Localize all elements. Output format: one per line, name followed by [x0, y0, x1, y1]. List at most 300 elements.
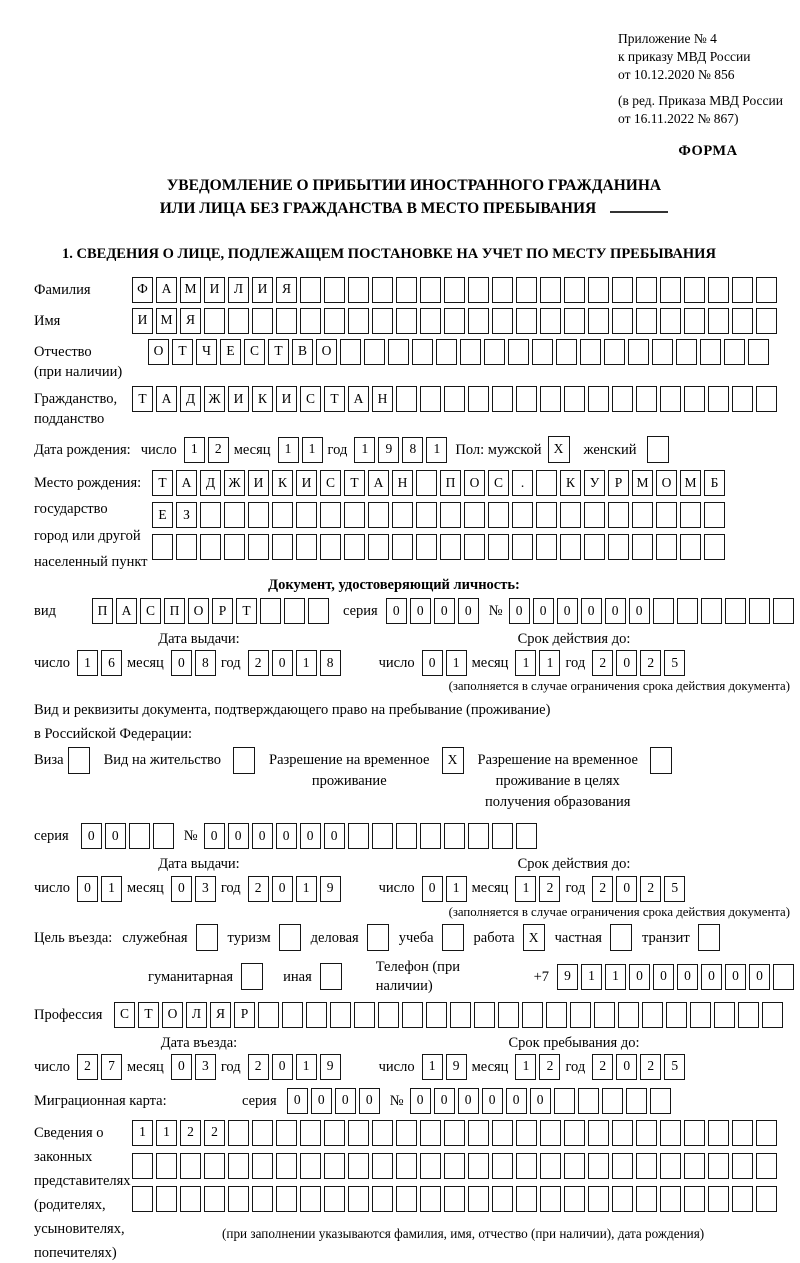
char-cell[interactable]	[308, 598, 329, 624]
char-cell[interactable]	[732, 277, 753, 303]
char-cell[interactable]: О	[464, 470, 485, 496]
char-cell[interactable]: 0	[482, 1088, 503, 1114]
char-cell[interactable]: 1	[132, 1120, 153, 1146]
char-cell[interactable]: С	[140, 598, 161, 624]
char-cell[interactable]	[272, 534, 293, 560]
char-cell[interactable]	[588, 1186, 609, 1212]
char-cell[interactable]: 1	[296, 876, 317, 902]
char-cell[interactable]	[276, 1186, 297, 1212]
char-cell[interactable]	[320, 502, 341, 528]
char-cell[interactable]	[468, 823, 489, 849]
char-cell[interactable]: 0	[252, 823, 273, 849]
char-cell[interactable]: Ф	[132, 277, 153, 303]
char-cell[interactable]	[636, 308, 657, 334]
char-cell[interactable]	[680, 534, 701, 560]
char-cell[interactable]	[396, 1186, 417, 1212]
char-cell[interactable]	[306, 1002, 327, 1028]
char-cell[interactable]	[200, 534, 221, 560]
char-cell[interactable]	[516, 308, 537, 334]
char-cell[interactable]	[132, 1186, 153, 1212]
char-cell[interactable]	[748, 339, 769, 365]
char-cell[interactable]	[200, 502, 221, 528]
char-cell[interactable]: Р	[212, 598, 233, 624]
char-cell[interactable]: 8	[320, 650, 341, 676]
char-cell[interactable]	[68, 747, 90, 774]
char-cell[interactable]	[749, 598, 770, 624]
char-cell[interactable]	[468, 1186, 489, 1212]
char-cell[interactable]	[444, 308, 465, 334]
char-cell[interactable]	[756, 1153, 777, 1179]
char-cell[interactable]	[388, 339, 409, 365]
char-cell[interactable]	[738, 1002, 759, 1028]
char-cell[interactable]: 1	[278, 437, 299, 463]
char-cell[interactable]: 8	[402, 437, 423, 463]
char-cell[interactable]: 0	[533, 598, 554, 624]
char-cell[interactable]: 3	[195, 876, 216, 902]
char-cell[interactable]: 0	[204, 823, 225, 849]
char-cell[interactable]	[442, 924, 464, 951]
char-cell[interactable]: 2	[248, 876, 269, 902]
char-cell[interactable]	[348, 1120, 369, 1146]
char-cell[interactable]: 1	[354, 437, 375, 463]
char-cell[interactable]	[420, 1153, 441, 1179]
char-cell[interactable]: 0	[359, 1088, 380, 1114]
char-cell[interactable]	[372, 277, 393, 303]
char-cell[interactable]: 0	[171, 876, 192, 902]
char-cell[interactable]: 0	[701, 964, 722, 990]
char-cell[interactable]	[420, 1186, 441, 1212]
char-cell[interactable]: Я	[180, 308, 201, 334]
char-cell[interactable]: И	[204, 277, 225, 303]
char-cell[interactable]	[588, 1153, 609, 1179]
char-cell[interactable]: Л	[228, 277, 249, 303]
char-cell[interactable]	[632, 534, 653, 560]
char-cell[interactable]	[364, 339, 385, 365]
char-cell[interactable]	[300, 308, 321, 334]
char-cell[interactable]: Ж	[224, 470, 245, 496]
char-cell[interactable]	[560, 534, 581, 560]
char-cell[interactable]: К	[272, 470, 293, 496]
char-cell[interactable]	[372, 1153, 393, 1179]
char-cell[interactable]: 1	[581, 964, 602, 990]
char-cell[interactable]: 1	[515, 650, 536, 676]
char-cell[interactable]	[564, 308, 585, 334]
char-cell[interactable]: 0	[272, 876, 293, 902]
char-cell[interactable]	[636, 1186, 657, 1212]
char-cell[interactable]	[647, 436, 669, 463]
char-cell[interactable]	[402, 1002, 423, 1028]
char-cell[interactable]	[636, 1153, 657, 1179]
char-cell[interactable]	[636, 1120, 657, 1146]
char-cell[interactable]	[756, 386, 777, 412]
char-cell[interactable]	[296, 534, 317, 560]
char-cell[interactable]	[608, 534, 629, 560]
char-cell[interactable]: К	[560, 470, 581, 496]
char-cell[interactable]	[156, 1153, 177, 1179]
char-cell[interactable]: Б	[704, 470, 725, 496]
char-cell[interactable]	[272, 502, 293, 528]
char-cell[interactable]	[378, 1002, 399, 1028]
char-cell[interactable]	[241, 963, 263, 990]
char-cell[interactable]	[282, 1002, 303, 1028]
char-cell[interactable]: 1	[77, 650, 98, 676]
char-cell[interactable]	[224, 502, 245, 528]
char-cell[interactable]	[588, 277, 609, 303]
char-cell[interactable]	[258, 1002, 279, 1028]
char-cell[interactable]	[532, 339, 553, 365]
char-cell[interactable]	[516, 1186, 537, 1212]
char-cell[interactable]	[656, 502, 677, 528]
char-cell[interactable]: 2	[592, 650, 613, 676]
char-cell[interactable]	[516, 1153, 537, 1179]
char-cell[interactable]	[660, 386, 681, 412]
char-cell[interactable]	[756, 308, 777, 334]
char-cell[interactable]	[228, 1120, 249, 1146]
char-cell[interactable]	[508, 339, 529, 365]
char-cell[interactable]: 5	[664, 1054, 685, 1080]
char-cell[interactable]	[540, 308, 561, 334]
char-cell[interactable]: О	[188, 598, 209, 624]
char-cell[interactable]	[732, 1120, 753, 1146]
char-cell[interactable]	[626, 1088, 647, 1114]
char-cell[interactable]	[180, 1153, 201, 1179]
char-cell[interactable]	[612, 386, 633, 412]
char-cell[interactable]	[426, 1002, 447, 1028]
char-cell[interactable]: 2	[640, 1054, 661, 1080]
char-cell[interactable]	[642, 1002, 663, 1028]
char-cell[interactable]	[368, 534, 389, 560]
char-cell[interactable]	[440, 502, 461, 528]
char-cell[interactable]: С	[488, 470, 509, 496]
char-cell[interactable]: И	[296, 470, 317, 496]
char-cell[interactable]: 0	[509, 598, 530, 624]
char-cell[interactable]: 2	[592, 876, 613, 902]
char-cell[interactable]: 2	[640, 650, 661, 676]
char-cell[interactable]	[450, 1002, 471, 1028]
char-cell[interactable]: 0	[81, 823, 102, 849]
char-cell[interactable]: 9	[320, 1054, 341, 1080]
char-cell[interactable]: 1	[426, 437, 447, 463]
char-cell[interactable]	[444, 386, 465, 412]
char-cell[interactable]	[468, 1120, 489, 1146]
char-cell[interactable]	[228, 308, 249, 334]
char-cell[interactable]: 1	[101, 876, 122, 902]
char-cell[interactable]	[176, 534, 197, 560]
char-cell[interactable]: 0	[386, 598, 407, 624]
char-cell[interactable]: И	[276, 386, 297, 412]
char-cell[interactable]: 0	[287, 1088, 308, 1114]
char-cell[interactable]	[492, 386, 513, 412]
char-cell[interactable]	[492, 1186, 513, 1212]
char-cell[interactable]: К	[252, 386, 273, 412]
char-cell[interactable]	[602, 1088, 623, 1114]
char-cell[interactable]: 5	[664, 876, 685, 902]
char-cell[interactable]: 0	[616, 876, 637, 902]
char-cell[interactable]	[252, 308, 273, 334]
char-cell[interactable]: В	[292, 339, 313, 365]
char-cell[interactable]	[153, 823, 174, 849]
char-cell[interactable]	[690, 1002, 711, 1028]
char-cell[interactable]: М	[680, 470, 701, 496]
char-cell[interactable]: О	[148, 339, 169, 365]
char-cell[interactable]: И	[132, 308, 153, 334]
char-cell[interactable]	[516, 823, 537, 849]
char-cell[interactable]	[420, 823, 441, 849]
char-cell[interactable]	[252, 1186, 273, 1212]
char-cell[interactable]	[516, 386, 537, 412]
char-cell[interactable]: Т	[344, 470, 365, 496]
char-cell[interactable]: 0	[324, 823, 345, 849]
char-cell[interactable]: .	[512, 470, 533, 496]
char-cell[interactable]	[340, 339, 361, 365]
char-cell[interactable]: А	[156, 386, 177, 412]
char-cell[interactable]	[677, 598, 698, 624]
char-cell[interactable]	[276, 1120, 297, 1146]
char-cell[interactable]	[436, 339, 457, 365]
char-cell[interactable]	[372, 1120, 393, 1146]
char-cell[interactable]	[570, 1002, 591, 1028]
char-cell[interactable]: З	[176, 502, 197, 528]
char-cell[interactable]	[656, 534, 677, 560]
char-cell[interactable]	[636, 277, 657, 303]
char-cell[interactable]	[324, 1153, 345, 1179]
char-cell[interactable]	[252, 1120, 273, 1146]
char-cell[interactable]: 2	[248, 650, 269, 676]
char-cell[interactable]: 1	[296, 1054, 317, 1080]
char-cell[interactable]	[610, 924, 632, 951]
char-cell[interactable]	[660, 1186, 681, 1212]
char-cell[interactable]: Т	[172, 339, 193, 365]
char-cell[interactable]	[773, 964, 794, 990]
char-cell[interactable]	[492, 1153, 513, 1179]
char-cell[interactable]	[650, 1088, 671, 1114]
char-cell[interactable]: 2	[539, 1054, 560, 1080]
char-cell[interactable]	[588, 1120, 609, 1146]
char-cell[interactable]	[468, 1153, 489, 1179]
char-cell[interactable]: 0	[616, 650, 637, 676]
char-cell[interactable]	[354, 1002, 375, 1028]
char-cell[interactable]: 0	[749, 964, 770, 990]
char-cell[interactable]: Н	[372, 386, 393, 412]
char-cell[interactable]	[300, 1186, 321, 1212]
char-cell[interactable]: 9	[557, 964, 578, 990]
char-cell[interactable]	[701, 598, 722, 624]
char-cell[interactable]: Т	[324, 386, 345, 412]
char-cell[interactable]: 2	[204, 1120, 225, 1146]
char-cell[interactable]: 0	[171, 1054, 192, 1080]
char-cell[interactable]	[516, 1120, 537, 1146]
char-cell[interactable]	[468, 308, 489, 334]
char-cell[interactable]: П	[164, 598, 185, 624]
char-cell[interactable]: 0	[530, 1088, 551, 1114]
char-cell[interactable]	[756, 1120, 777, 1146]
char-cell[interactable]: 0	[272, 1054, 293, 1080]
char-cell[interactable]: 1	[156, 1120, 177, 1146]
char-cell[interactable]: 2	[640, 876, 661, 902]
char-cell[interactable]	[300, 277, 321, 303]
char-cell[interactable]	[512, 502, 533, 528]
char-cell[interactable]	[612, 308, 633, 334]
char-cell[interactable]	[732, 308, 753, 334]
char-cell[interactable]	[554, 1088, 575, 1114]
char-cell[interactable]	[666, 1002, 687, 1028]
char-cell[interactable]: X	[442, 747, 464, 774]
char-cell[interactable]	[628, 339, 649, 365]
char-cell[interactable]: О	[656, 470, 677, 496]
char-cell[interactable]	[468, 277, 489, 303]
char-cell[interactable]	[618, 1002, 639, 1028]
char-cell[interactable]	[248, 502, 269, 528]
char-cell[interactable]	[492, 1120, 513, 1146]
char-cell[interactable]	[348, 277, 369, 303]
char-cell[interactable]: 0	[506, 1088, 527, 1114]
char-cell[interactable]: 2	[208, 437, 229, 463]
char-cell[interactable]: 1	[422, 1054, 443, 1080]
char-cell[interactable]: 0	[605, 598, 626, 624]
char-cell[interactable]: 1	[184, 437, 205, 463]
char-cell[interactable]: С	[114, 1002, 135, 1028]
char-cell[interactable]	[228, 1153, 249, 1179]
char-cell[interactable]	[660, 1153, 681, 1179]
char-cell[interactable]: О	[162, 1002, 183, 1028]
char-cell[interactable]: Д	[200, 470, 221, 496]
char-cell[interactable]: 0	[422, 650, 443, 676]
char-cell[interactable]: С	[320, 470, 341, 496]
char-cell[interactable]: 0	[434, 598, 455, 624]
char-cell[interactable]	[584, 534, 605, 560]
char-cell[interactable]	[488, 534, 509, 560]
char-cell[interactable]	[584, 502, 605, 528]
char-cell[interactable]: 0	[105, 823, 126, 849]
char-cell[interactable]: Ж	[204, 386, 225, 412]
char-cell[interactable]	[412, 339, 433, 365]
char-cell[interactable]: 0	[458, 598, 479, 624]
char-cell[interactable]: 0	[171, 650, 192, 676]
char-cell[interactable]	[152, 534, 173, 560]
char-cell[interactable]: С	[300, 386, 321, 412]
char-cell[interactable]: М	[156, 308, 177, 334]
char-cell[interactable]	[324, 308, 345, 334]
char-cell[interactable]	[708, 386, 729, 412]
char-cell[interactable]	[204, 308, 225, 334]
char-cell[interactable]	[684, 1153, 705, 1179]
char-cell[interactable]	[708, 308, 729, 334]
char-cell[interactable]	[612, 1153, 633, 1179]
char-cell[interactable]	[392, 534, 413, 560]
char-cell[interactable]: Ч	[196, 339, 217, 365]
char-cell[interactable]	[460, 339, 481, 365]
char-cell[interactable]	[492, 308, 513, 334]
char-cell[interactable]	[348, 308, 369, 334]
char-cell[interactable]	[156, 1186, 177, 1212]
char-cell[interactable]	[698, 924, 720, 951]
char-cell[interactable]: 0	[458, 1088, 479, 1114]
char-cell[interactable]: И	[248, 470, 269, 496]
char-cell[interactable]: Е	[220, 339, 241, 365]
char-cell[interactable]: 8	[195, 650, 216, 676]
char-cell[interactable]	[260, 598, 281, 624]
char-cell[interactable]	[636, 386, 657, 412]
char-cell[interactable]: Т	[152, 470, 173, 496]
char-cell[interactable]	[444, 1153, 465, 1179]
char-cell[interactable]	[248, 534, 269, 560]
char-cell[interactable]: 0	[410, 1088, 431, 1114]
char-cell[interactable]	[420, 277, 441, 303]
char-cell[interactable]	[444, 823, 465, 849]
char-cell[interactable]	[348, 823, 369, 849]
char-cell[interactable]: 0	[725, 964, 746, 990]
char-cell[interactable]: А	[368, 470, 389, 496]
char-cell[interactable]	[344, 534, 365, 560]
char-cell[interactable]: И	[252, 277, 273, 303]
char-cell[interactable]	[540, 1153, 561, 1179]
char-cell[interactable]: П	[440, 470, 461, 496]
char-cell[interactable]	[536, 502, 557, 528]
char-cell[interactable]: 0	[434, 1088, 455, 1114]
char-cell[interactable]: 9	[320, 876, 341, 902]
char-cell[interactable]: Т	[268, 339, 289, 365]
char-cell[interactable]	[588, 386, 609, 412]
char-cell[interactable]	[660, 277, 681, 303]
char-cell[interactable]: 5	[664, 650, 685, 676]
char-cell[interactable]: 9	[378, 437, 399, 463]
char-cell[interactable]	[714, 1002, 735, 1028]
char-cell[interactable]	[732, 1153, 753, 1179]
char-cell[interactable]	[708, 277, 729, 303]
char-cell[interactable]	[396, 1153, 417, 1179]
char-cell[interactable]	[660, 1120, 681, 1146]
char-cell[interactable]	[594, 1002, 615, 1028]
char-cell[interactable]	[300, 1153, 321, 1179]
char-cell[interactable]: 0	[653, 964, 674, 990]
char-cell[interactable]	[416, 534, 437, 560]
char-cell[interactable]	[578, 1088, 599, 1114]
char-cell[interactable]	[252, 1153, 273, 1179]
char-cell[interactable]	[444, 1186, 465, 1212]
char-cell[interactable]: 2	[180, 1120, 201, 1146]
char-cell[interactable]: 0	[311, 1088, 332, 1114]
char-cell[interactable]	[588, 308, 609, 334]
char-cell[interactable]	[204, 1153, 225, 1179]
char-cell[interactable]: А	[156, 277, 177, 303]
char-cell[interactable]	[372, 308, 393, 334]
char-cell[interactable]	[324, 277, 345, 303]
char-cell[interactable]	[652, 339, 673, 365]
char-cell[interactable]: 1	[446, 650, 467, 676]
char-cell[interactable]	[564, 1186, 585, 1212]
char-cell[interactable]	[396, 277, 417, 303]
char-cell[interactable]	[676, 339, 697, 365]
char-cell[interactable]: 2	[539, 876, 560, 902]
char-cell[interactable]	[279, 924, 301, 951]
char-cell[interactable]	[632, 502, 653, 528]
char-cell[interactable]: 1	[515, 876, 536, 902]
char-cell[interactable]: А	[176, 470, 197, 496]
char-cell[interactable]: С	[244, 339, 265, 365]
char-cell[interactable]	[684, 277, 705, 303]
char-cell[interactable]: Д	[180, 386, 201, 412]
char-cell[interactable]: Р	[608, 470, 629, 496]
char-cell[interactable]	[396, 308, 417, 334]
char-cell[interactable]	[556, 339, 577, 365]
char-cell[interactable]: 0	[422, 876, 443, 902]
char-cell[interactable]	[536, 534, 557, 560]
char-cell[interactable]: Я	[276, 277, 297, 303]
char-cell[interactable]	[368, 502, 389, 528]
char-cell[interactable]: Р	[234, 1002, 255, 1028]
char-cell[interactable]	[540, 1120, 561, 1146]
char-cell[interactable]	[196, 924, 218, 951]
